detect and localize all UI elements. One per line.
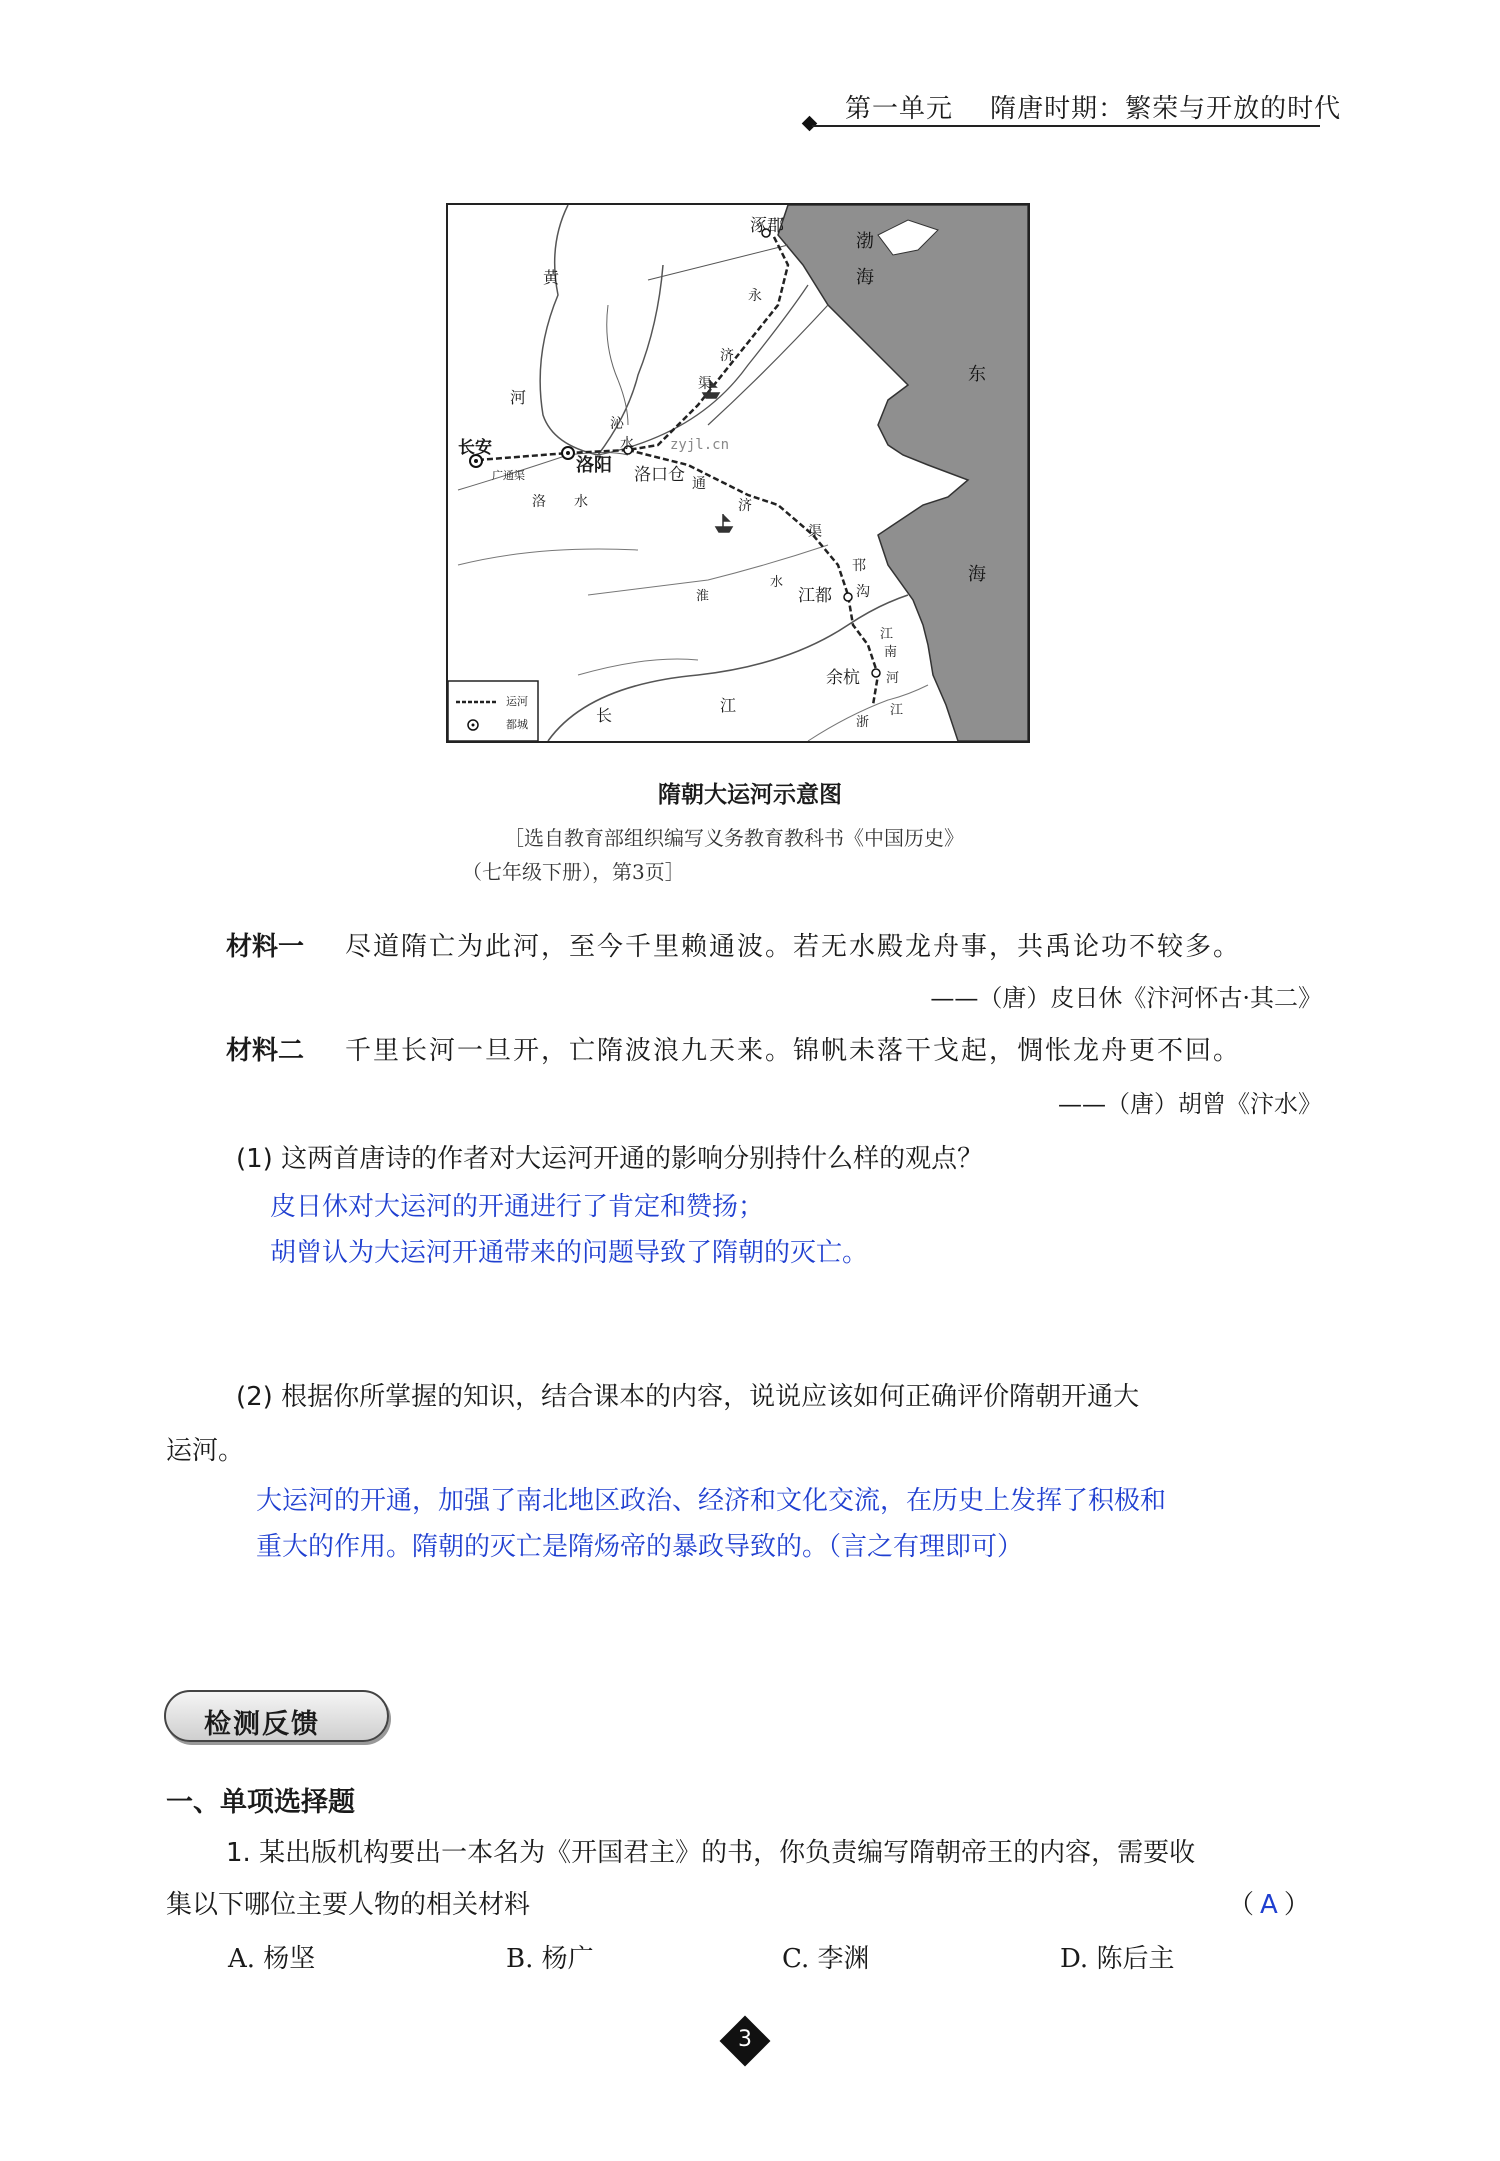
- map-label-tongji-1: 通: [692, 476, 706, 492]
- map-label-jiangnanhe-3: 河: [886, 671, 900, 686]
- map-label-tongji-2: 济: [738, 498, 752, 514]
- map-label-hangou-2: 沟: [856, 584, 870, 600]
- feedback-badge-label: 检测反馈: [204, 1709, 320, 1740]
- city-luoyang: [562, 447, 574, 459]
- boat-icon: [716, 514, 732, 532]
- item-1-line2: 集以下哪位主要人物的相关材料: [166, 1890, 531, 1920]
- answer-2-line1: 大运河的开通，加强了南北地区政治、经济和文化交流，在历史上发挥了积极和: [256, 1486, 1167, 1516]
- map-label-huanghe-2: 河: [510, 388, 527, 407]
- grand-canal-map: [446, 203, 1030, 743]
- map-label-changan: 长安: [458, 438, 492, 458]
- material-1-text: 尽道隋亡为此河，至今千里赖通波。若无水殿龙舟事，共禹论功不较多。: [345, 932, 1242, 962]
- answer-1-line2: 胡曾认为大运河开通带来的问题导致了隋朝的灭亡。: [270, 1238, 869, 1268]
- map-label-donghai-1: 东: [968, 364, 986, 385]
- map-label-huaishui-1: 淮: [696, 589, 710, 604]
- option-d: D. 陈后主: [1060, 1944, 1175, 1974]
- answer-bracket-close: ）: [1283, 1890, 1310, 1920]
- map-label-huanghe-1: 黄: [543, 268, 560, 287]
- option-a: A. 杨坚: [228, 1944, 316, 1974]
- material-1-source: ——（唐）皮日休《汴河怀古·其二》: [930, 984, 1322, 1012]
- running-header: [845, 88, 1341, 125]
- header-rule: [812, 125, 1320, 127]
- map-svg: [448, 205, 1028, 741]
- answer-choice: A: [1260, 1890, 1278, 1920]
- city-yuhang: [872, 669, 880, 677]
- map-label-zhejiang-1: 浙: [856, 715, 870, 730]
- question-2-line2: 运河。: [166, 1436, 245, 1466]
- map-label-luoshui-1: 洛: [532, 494, 546, 510]
- material-2-text: 千里长河一旦开，亡隋波浪九天来。锦帆未落干戈起，惆怅龙舟更不回。: [345, 1036, 1242, 1066]
- answer-bracket: [1228, 1884, 1310, 1921]
- yellow-river: [540, 205, 663, 455]
- map-label-tongji-3: 渠: [808, 524, 822, 540]
- map-label-yongji-3: 渠: [698, 376, 712, 392]
- map-label-jiangnanhe-2: 南: [884, 645, 898, 660]
- section-title: 一、单项选择题: [166, 1787, 355, 1818]
- page-number-label: 3: [738, 2027, 752, 2052]
- material-2-label: 材料二: [226, 1036, 305, 1066]
- sea-area: [778, 205, 1028, 741]
- page-number: [718, 2014, 772, 2068]
- map-label-luokoucang: 洛口仓: [634, 465, 685, 485]
- map-label-zhejiang-2: 江: [890, 703, 904, 718]
- map-legend-capital: 都城: [506, 718, 528, 731]
- feedback-badge: [164, 1690, 389, 1742]
- map-label-jiangdu: 江都: [798, 586, 832, 606]
- map-label-qinshui-2: 水: [620, 436, 634, 452]
- map-label-bohai-1: 渤: [856, 231, 874, 252]
- map-label-yongji-2: 济: [720, 348, 734, 364]
- figure-source-line1: ［选自教育部组织编写义务教育教科书《中国历史》: [504, 826, 964, 850]
- answer-bracket-open: （: [1228, 1890, 1255, 1920]
- map-label-jiangnanhe-1: 江: [880, 627, 894, 642]
- header-title: 隋唐时期：繁荣与开放的时代: [990, 94, 1342, 124]
- map-label-yuhang: 余杭: [826, 668, 860, 688]
- map-label-luoshui-2: 水: [574, 494, 588, 510]
- header-unit: 第一单元: [845, 94, 954, 124]
- map-watermark: zyjl.cn: [670, 437, 730, 453]
- city-jiangdu: [844, 593, 852, 601]
- map-label-luoyang: 洛阳: [576, 455, 612, 476]
- map-label-changjiang-1: 长: [596, 706, 613, 725]
- map-label-hangou-1: 邗: [852, 558, 866, 574]
- answer-1-line1: 皮日休对大运河的开通进行了肯定和赞扬；: [270, 1192, 765, 1222]
- figure-source-line2: （七年级下册），第3页］: [462, 860, 685, 884]
- map-label-guangtong: 广通渠: [492, 469, 525, 482]
- map-legend-canal: 运河: [506, 695, 528, 708]
- map-label-yongji-1: 永: [748, 288, 762, 304]
- question-2-line1: (2) 根据你所掌握的知识，结合课本的内容，说说应该如何正确评价隋朝开通大: [236, 1382, 1140, 1412]
- material-2-source: ——（唐）胡曾《汴水》: [1058, 1090, 1322, 1118]
- question-1: (1) 这两首唐诗的作者对大运河开通的影响分别持什么样的观点？: [236, 1144, 984, 1174]
- map-label-donghai-2: 海: [968, 564, 986, 585]
- option-b: B. 杨广: [506, 1944, 594, 1974]
- map-label-bohai-2: 海: [856, 267, 874, 288]
- option-c: C. 李渊: [782, 1944, 870, 1974]
- answer-2-line2: 重大的作用。隋朝的灭亡是隋炀帝的暴政导致的。（言之有理即可）: [256, 1532, 1024, 1562]
- figure-caption: 隋朝大运河示意图: [658, 782, 842, 808]
- map-label-changjiang-2: 江: [720, 696, 737, 715]
- map-label-zhuojun: 涿郡: [750, 216, 784, 236]
- item-1-line1: 1. 某出版机构要出一本名为《开国君主》的书，你负责编写隋朝帝王的内容，需要收: [226, 1838, 1196, 1868]
- map-label-huaishui-2: 水: [770, 575, 784, 590]
- map-label-qinshui-1: 沁: [610, 416, 624, 432]
- material-1-label: 材料一: [226, 932, 305, 962]
- header-diamond-icon: [802, 116, 818, 132]
